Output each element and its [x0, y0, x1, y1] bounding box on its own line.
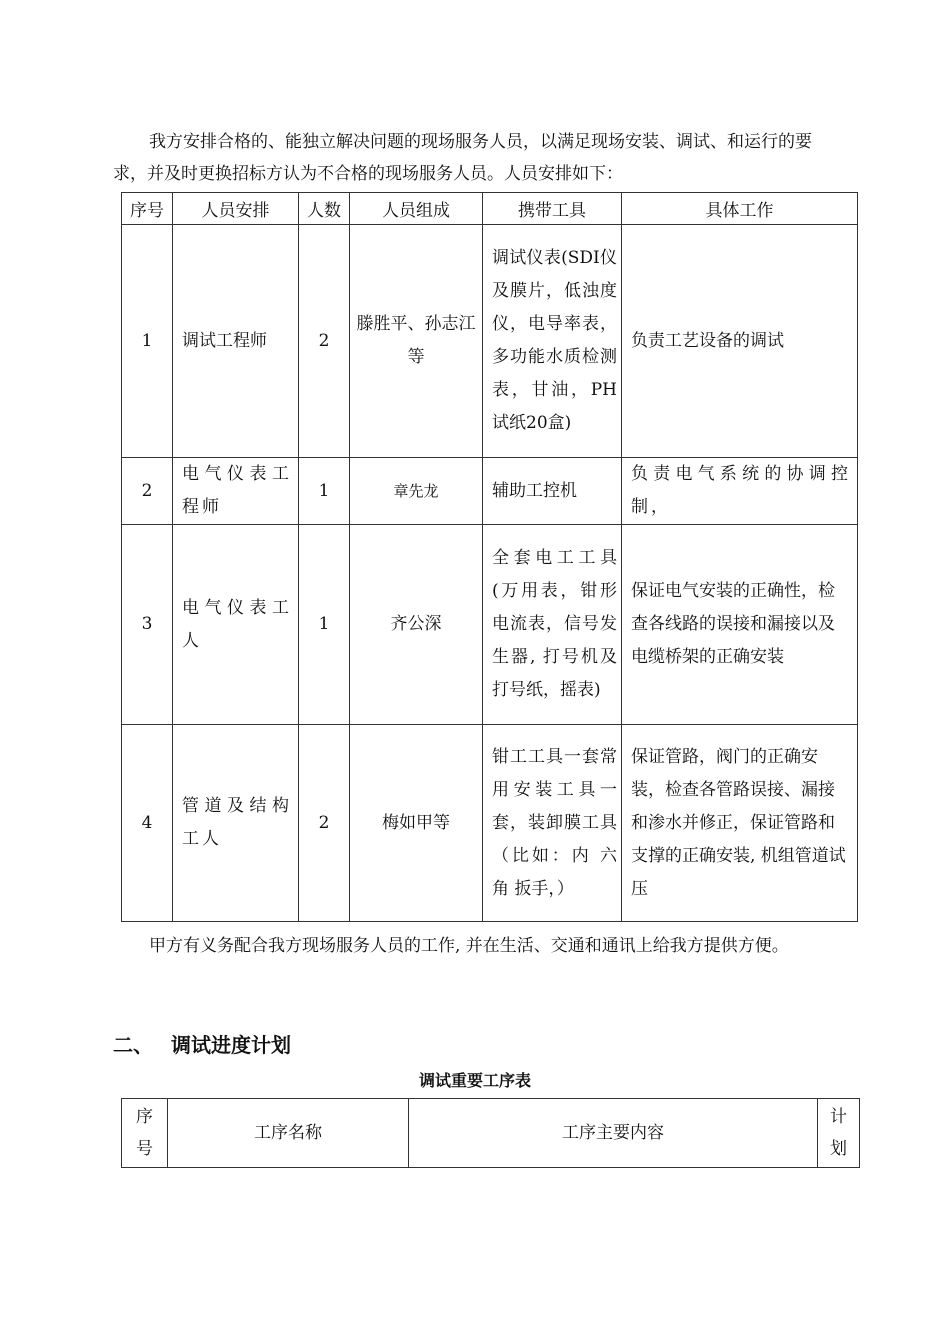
header-no: 序号: [122, 1099, 168, 1168]
row-role: 电气仪表工人: [173, 525, 299, 725]
row-role: 管道及结构工人: [173, 725, 299, 922]
row-work: 保证管路，阀门的正确安装，检查各管路误接、漏接和渗水并修正，保证管路和支撑的正确安装, 机组管道试压: [622, 725, 858, 922]
row-count: 1: [299, 458, 350, 525]
row-no: 4: [122, 725, 173, 922]
table-row: [122, 225, 858, 458]
row-tools: 全套电工工具(万用表，钳形电流表，信号发生器, 打号机及打号纸，摇表): [483, 525, 622, 725]
row-no: 2: [122, 458, 173, 525]
row-no: 3: [122, 525, 173, 725]
table-header-row: [122, 1099, 860, 1168]
row-work: 负责电气系统的协调控制，: [622, 458, 858, 525]
header-process-name: 工序名称: [168, 1099, 409, 1168]
header-work: 具体工作: [622, 193, 858, 225]
header-count: 人数: [299, 193, 350, 225]
table-row: [122, 725, 858, 922]
row-no: 1: [122, 225, 173, 458]
row-members: 章先龙: [350, 458, 483, 525]
table-header-row: [122, 193, 858, 225]
row-tools: 调试仪表(SDI仪及膜片，低浊度仪，电导率表，多功能水质检测表，甘油，PH试纸20盒): [483, 225, 622, 458]
row-role: 调试工程师: [173, 225, 299, 458]
row-count: 1: [299, 525, 350, 725]
intro-paragraph: 我方安排合格的、能独立解决问题的现场服务人员，以满足现场安装、调试、和运行的要求，并及时更换招标方认为不合格的现场服务人员。人员安排如下：: [113, 132, 812, 184]
table-caption: 调试重要工序表: [418, 1071, 531, 1090]
section-number: 二、: [113, 1033, 153, 1057]
header-plan: 计划: [818, 1099, 860, 1168]
row-members: 齐公深: [350, 525, 483, 725]
row-count: 2: [299, 725, 350, 922]
row-members: 梅如甲等: [350, 725, 483, 922]
section-title: 调试进度计划: [171, 1033, 291, 1057]
row-tools: 钳工工具一套常用安装工具一套，装卸膜工具（比如：内 六 角 扳手，）: [483, 725, 622, 922]
row-members: 滕胜平、孙志江等: [350, 225, 483, 458]
section-heading: [113, 1028, 291, 1062]
row-work: 负责工艺设备的调试: [622, 225, 858, 458]
row-role: 电气仪表工程师: [173, 458, 299, 525]
closing-paragraph: 甲方有义务配合我方现场服务人员的工作, 并在生活、交通和通讯上给我方提供方便。: [149, 936, 789, 956]
header-no: 序号: [122, 193, 173, 225]
header-members: 人员组成: [350, 193, 483, 225]
header-tools: 携带工具: [483, 193, 622, 225]
row-count: 2: [299, 225, 350, 458]
header-process-content: 工序主要内容: [409, 1099, 818, 1168]
row-work: 保证电气安装的正确性，检查各线路的误接和漏接以及电缆桥架的正确安装: [622, 525, 858, 725]
table-row: [122, 525, 858, 725]
row-tools: 辅助工控机: [483, 458, 622, 525]
staff-arrangement-table: [121, 192, 858, 922]
table-row: [122, 458, 858, 525]
process-table: [121, 1098, 860, 1168]
header-role: 人员安排: [173, 193, 299, 225]
